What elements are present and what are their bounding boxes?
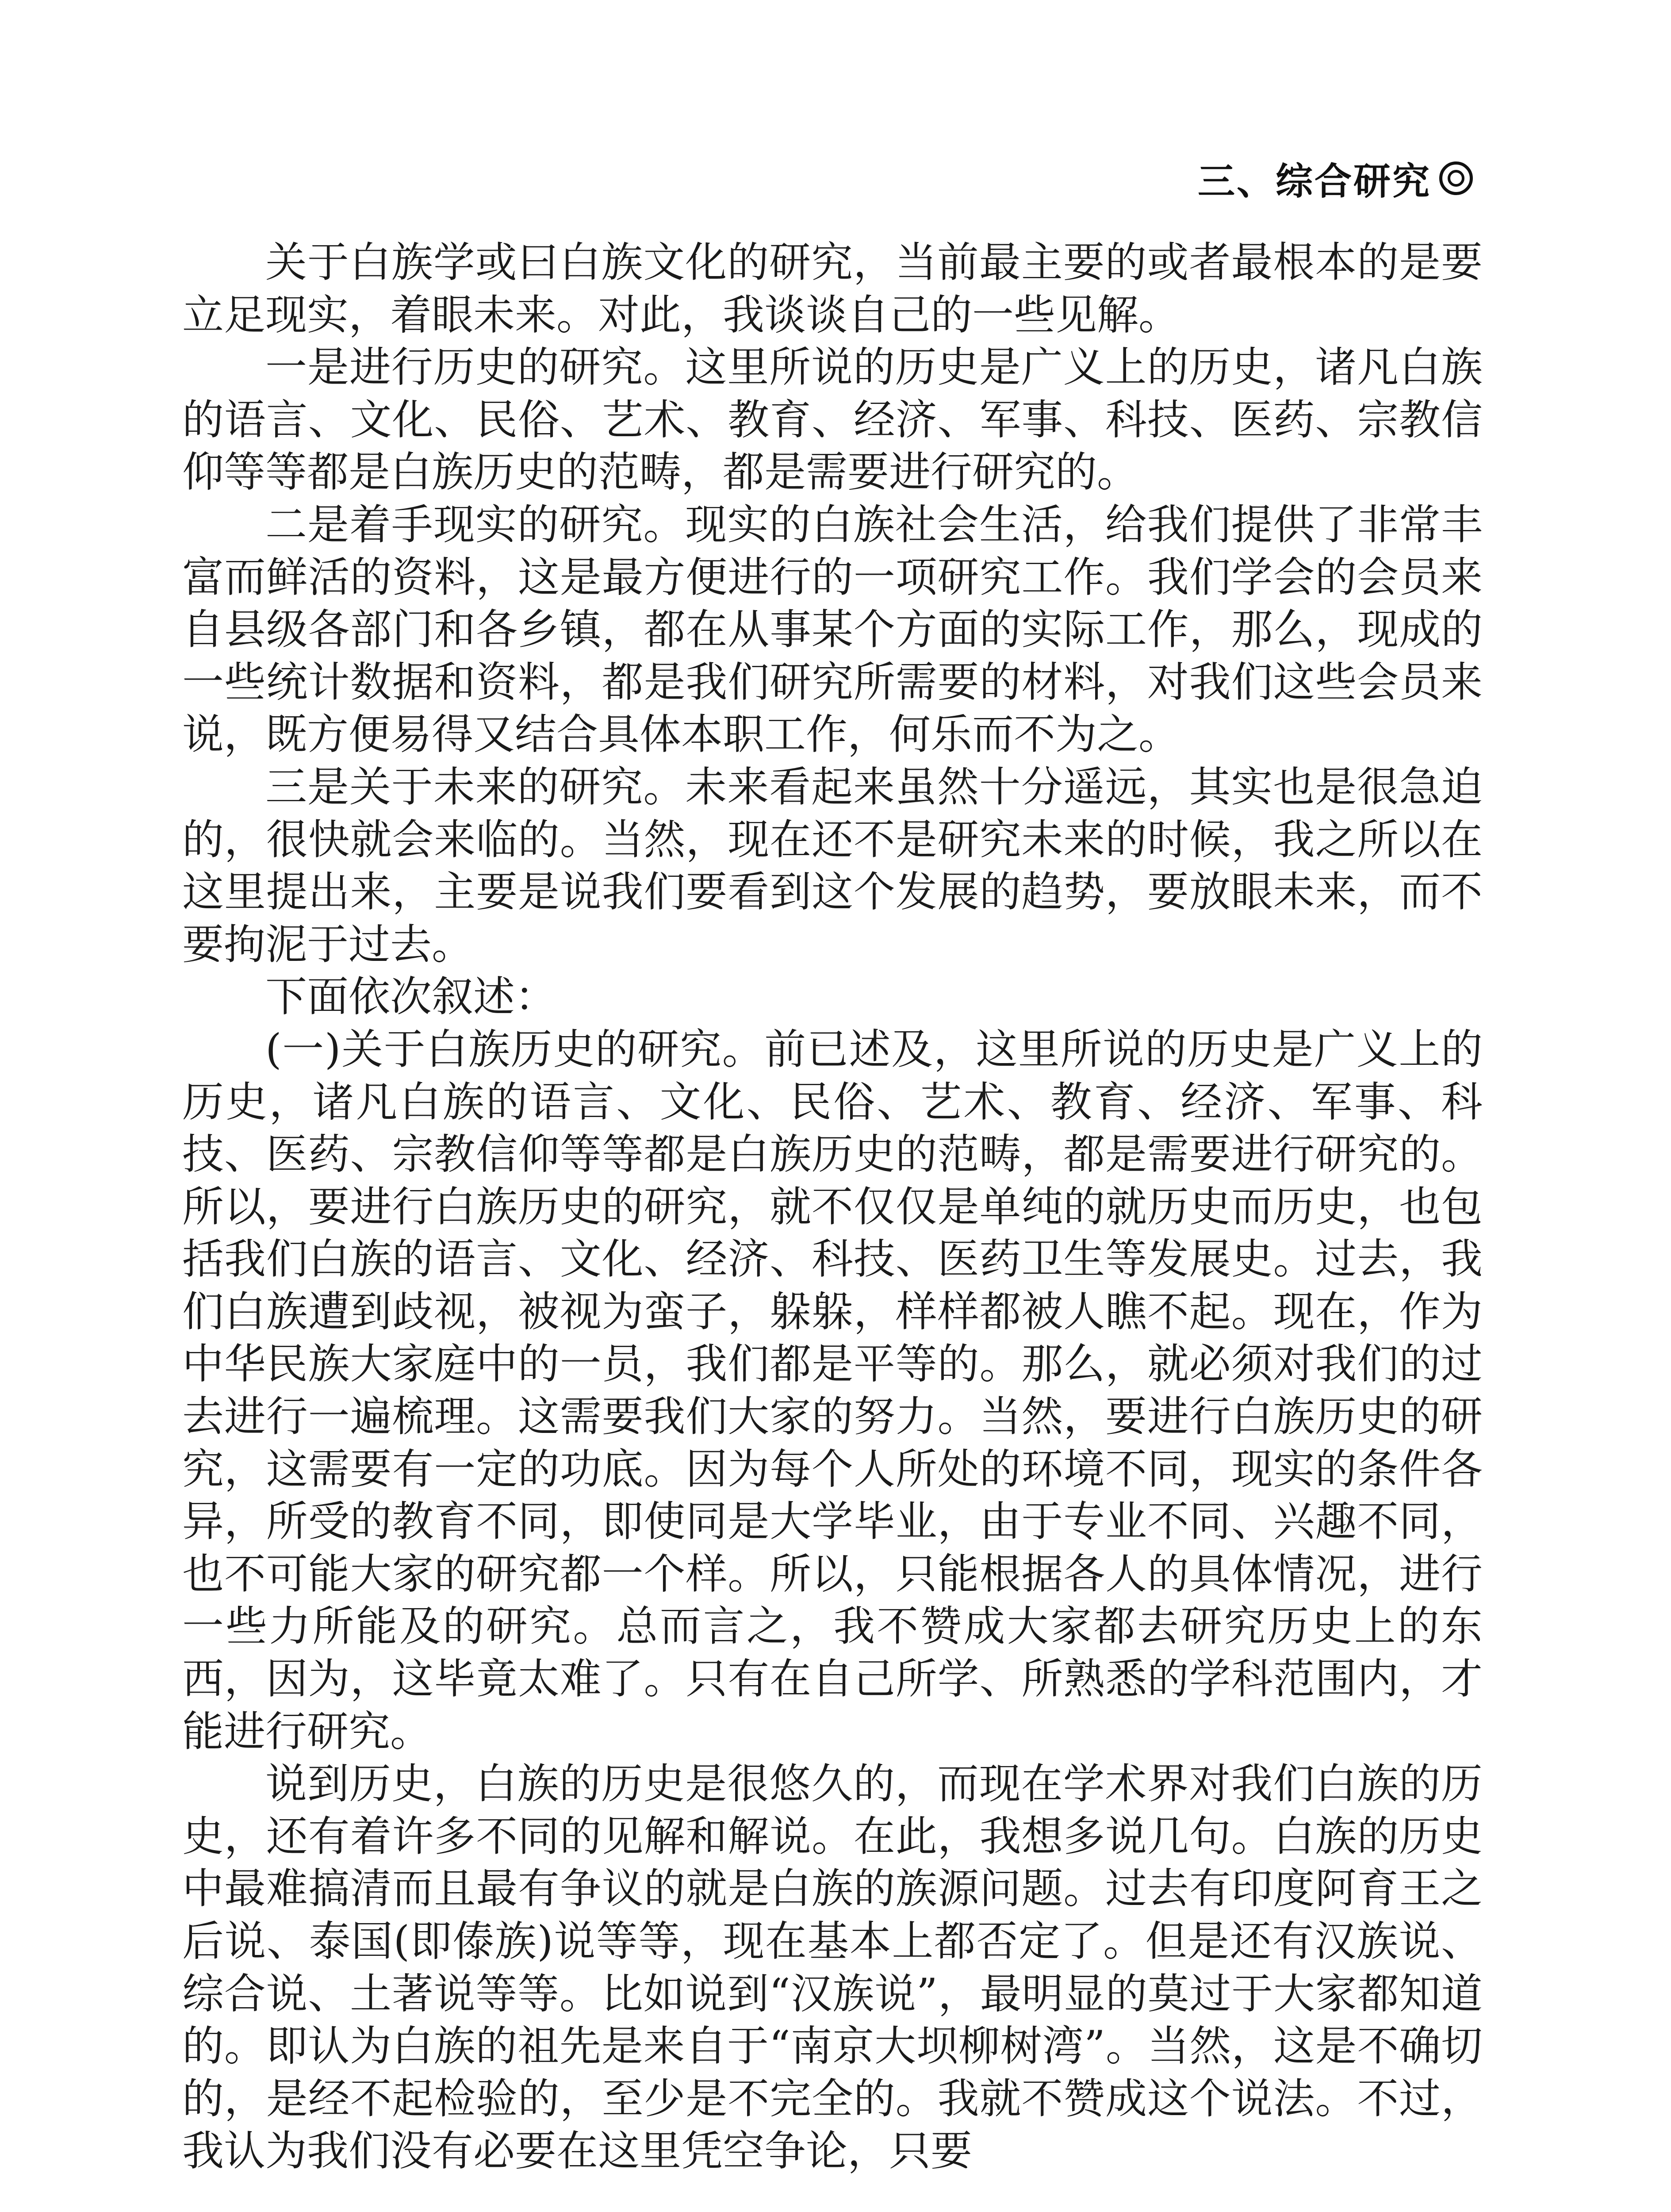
paragraph: 关于白族学或曰白族文化的研究，当前最主要的或者最根本的是要立足现实，着眼未来。对此，我谈谈自己的一些见解。	[182, 238, 1483, 339]
running-header	[1198, 154, 1473, 203]
paragraph: (一)关于白族历史的研究。前已述及，这里所说的历史是广义上的历史，诸凡白族的语言、文化、民俗、艺术、教育、经济、军事、科技、医药、宗教信仰等等都是白族历史的范畴，都是需要进行研究的。所以，要进行白族历史的研究，就不仅仅是单纯的就历史而历史，也包括我们白族的语言、文化、经济、科技、医药卫生等发展史。过去，我们白族遭到歧视，被视为蛮子，躲躲，样样都被人瞧不起。现在，作为中华民族大家庭中的一员，我们都是平等的。那么，就必须对我们的过去进行一遍梳理。这需要我们大家的努力。当然，要进行白族历史的研究，这需要有一定的功底。因为每个人所处的环境不同，现实的条件各异，所受的教育不同，即使同是大学毕业，由于专业不同、兴趣不同，也不可能大家的研究都一个样。所以，只能根据各人的具体情况，进行一些力所能及的研究。总而言之，我不赞成大家都去研究历史上的东西，因为，这毕竟太难了。只有在自己所学、所熟悉的学科范围内，才能进行研究。	[182, 1025, 1483, 1756]
running-title: 三、综合研究	[1197, 159, 1431, 203]
paragraph: 一是进行历史的研究。这里所说的历史是广义上的历史，诸凡白族的语言、文化、民俗、艺术、教育、经济、军事、科技、医药、宗教信仰等等都是白族历史的范畴，都是需要进行研究的。	[182, 343, 1483, 497]
body-text	[182, 237, 1483, 2178]
paragraph: 三是关于未来的研究。未来看起来虽然十分遥远，其实也是很急迫的，很快就会来临的。当然，现在还不是研究未来的时候，我之所以在这里提出来，主要是说我们要看到这个发展的趋势，要放眼未来，而不要拘泥于过去。	[182, 763, 1483, 969]
paragraph: 下面依次叙述：	[265, 973, 557, 1022]
paragraph: 说到历史，白族的历史是很悠久的，而现在学术界对我们白族的历史，还有着许多不同的见解和解说。在此，我想多说几句。白族的历史中最难搞清而且最有争议的就是白族的族源问题。过去有印度阿育王之后说、泰国(即傣族)说等等，现在基本上都否定了。但是还有汉族说、综合说、土著说等等。比如说到“汉族说”，最明显的莫过于大家都知道的。即认为白族的祖先是来自于“南京大坝柳树湾”。当然，这是不确切的，是经不起检验的，至少是不完全的。我就不赞成这个说法。不过，我认为我们没有必要在这里凭空争论，只要	[182, 1760, 1483, 2176]
double-circle-icon	[1439, 161, 1473, 195]
paragraph: 二是着手现实的研究。现实的白族社会生活，给我们提供了非常丰富而鲜活的资料，这是最方便进行的一项研究工作。我们学会的会员来自县级各部门和各乡镇，都在从事某个方面的实际工作，那么，现成的一些统计数据和资料，都是我们研究所需要的材料，对我们这些会员来说，既方便易得又结合具体本职工作，何乐而不为之。	[182, 500, 1483, 759]
